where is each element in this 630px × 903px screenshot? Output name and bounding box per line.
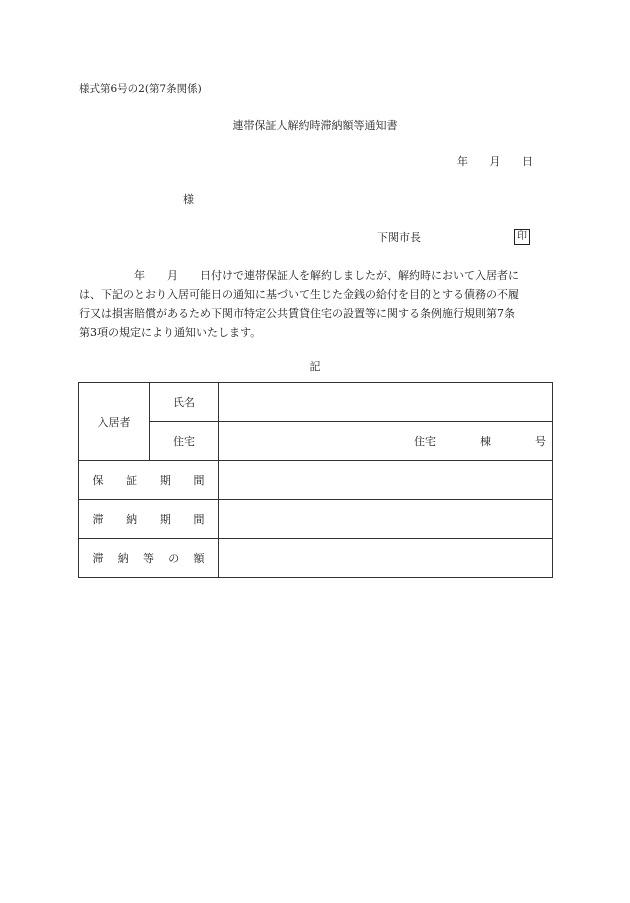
notice-body-line: 第3項の規定により通知いたします。: [79, 326, 262, 339]
addressee-suffix: 様: [183, 193, 194, 206]
arrears-period-label-cell: [79, 500, 219, 539]
form-number: 様式第6号の2(第7条関係): [79, 83, 202, 95]
seal-mark: 印: [514, 229, 530, 245]
table-row: [79, 422, 553, 461]
arrears-amount-label: 滞納等の額: [92, 552, 205, 565]
arrears-amount-label-cell: [79, 539, 219, 578]
arrears-period-value-cell[interactable]: [219, 500, 553, 539]
address-value-cell[interactable]: [219, 422, 553, 461]
table-row: [79, 383, 553, 422]
guarantee-period-label-cell: [79, 461, 219, 500]
address-suffix-jutaku: 住宅: [414, 435, 436, 448]
arrears-amount-value-cell[interactable]: [219, 539, 553, 578]
notice-body-line: は、下記のとおり入居可能日の通知に基づいて生じた金銭の給付を目的とする債務の不履: [79, 288, 519, 301]
address-suffix-go: 号: [535, 435, 546, 448]
guarantee-period-label: 保証期間: [92, 474, 205, 487]
address-suffix-to: 棟: [480, 435, 491, 448]
date-line: 年 月 日: [457, 155, 533, 168]
notice-body-line: 行又は損害賠償があるため下関市特定公共賃貸住宅の設置等に関する条例施行規則第7条: [79, 307, 515, 320]
arrears-period-label: 滞納期間: [92, 513, 205, 526]
notice-table: [78, 382, 553, 578]
resident-label: 入居者: [79, 383, 150, 461]
table-row: [79, 500, 553, 539]
issuer-name: 下関市長: [377, 231, 421, 244]
notice-body: [79, 266, 557, 342]
table-row: [79, 539, 553, 578]
address-label: 住宅: [150, 422, 219, 461]
document-title: 連帯保証人解約時滞納額等通知書: [232, 119, 398, 132]
guarantee-period-value-cell[interactable]: [219, 461, 553, 500]
name-value-cell[interactable]: [219, 383, 553, 422]
ki-heading: 記: [309, 360, 321, 373]
name-label: 氏名: [150, 383, 219, 422]
table-row: [79, 461, 553, 500]
notice-body-line: 年 月 日付けで連帯保証人を解約しましたが、解約時において入居者に: [79, 269, 519, 282]
